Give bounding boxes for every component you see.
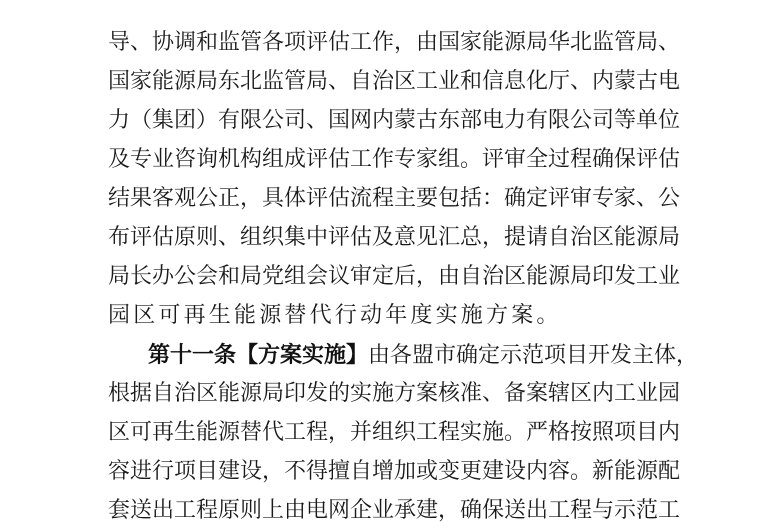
paragraph-line: 套送出工程原则上由电网企业承建，确保送出工程与示范工 (108, 498, 681, 523)
paragraph-line: 及专业咨询机构组成评估工作专家组。评审全过程确保评估 (108, 147, 681, 172)
paragraph-line-last: 园区可再生能源替代行动年度实施方案。 (108, 303, 562, 328)
paragraph-line: 布评估原则、组织集中评估及意见汇总，提请自治区能源局 (108, 225, 681, 250)
paragraph-line: 局长办公会和局党组会议审定后，由自治区能源局印发工业 (108, 264, 681, 289)
paragraph-line: 容进行项目建设，不得擅自增加或变更建设内容。新能源配 (108, 459, 681, 484)
article-11-first-line (148, 340, 699, 370)
paragraph-line: 国家能源局东北监管局、自治区工业和信息化厅、内蒙古电 (108, 69, 681, 94)
paragraph-line: 区可再生能源替代工程，并组织工程实施。严格按照项目内 (108, 420, 681, 445)
paragraph-line: 结果客观公正，具体评估流程主要包括：确定评审专家、公 (108, 186, 681, 211)
article-heading: 第十一条【方案实施】 (148, 342, 369, 368)
paragraph-line: 力（集团）有限公司、国网内蒙古东部电力有限公司等单位 (108, 108, 681, 133)
paragraph-line: 导、协调和监管各项评估工作，由国家能源局华北监管局、 (108, 30, 681, 55)
article-11-first-line-text: 由各盟市确定示范项目开发主体， (368, 343, 699, 368)
paragraph-line: 根据自治区能源局印发的实施方案核准、备案辖区内工业园 (108, 381, 681, 406)
